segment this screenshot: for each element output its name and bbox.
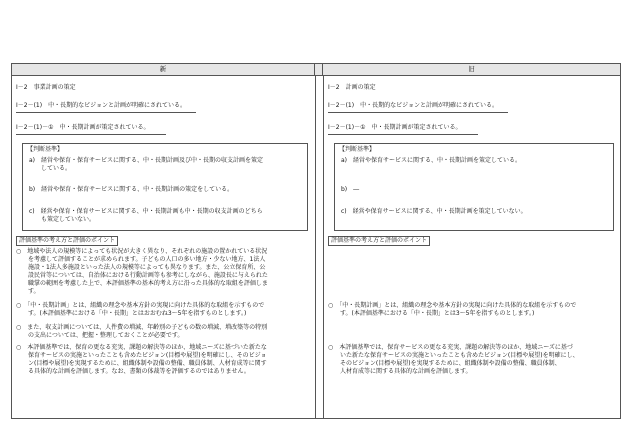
new-criteria-a2: している。 — [29, 165, 72, 172]
old-sub1-rule — [328, 112, 508, 113]
header-new: 新 — [12, 64, 315, 76]
new-p4-3: ン(目標や展望)を実現するために、組織体制や設備の整備、職員体制、人材育成等に関す — [16, 360, 267, 367]
old-sub2-rule — [328, 134, 478, 135]
column-divider-2 — [323, 76, 324, 418]
new-points-title: 評価基準の考え方と評価のポイント — [16, 236, 118, 246]
new-p1-5: 職掌の範囲を考慮した上で、本評価基準の基本的考え方に沿った具体的な取組を評価しま — [16, 280, 268, 287]
new-criteria-c1: c) 経営や保育・保育サービスに関する、中・長期計画も中・長期の収支計画のどちら — [29, 208, 263, 215]
old-p2-2: いた新たな保育サービスの実施といったことも含めたビジョン(目標や展望)を明確にし、 — [328, 352, 579, 359]
comparison-table — [11, 63, 621, 419]
old-criteria-box — [334, 143, 614, 231]
old-p1-1: ○ 「中・長期計画」とは、組織の理念や基本方針の実現に向けた具体的な取組を示すもので — [328, 302, 577, 309]
old-criteria-a: a) 経営や保育サービスに関する、中・長期計画を策定している。 — [341, 157, 522, 164]
new-p3-2: の支出については、把握・整理しておくことが必要です。 — [16, 332, 184, 339]
old-criteria-c: c) 経営や保育サービスに関する、中・長期計画を策定していない。 — [341, 208, 527, 215]
new-sub1: Ⅰ－2－(1) 中・長期的なビジョンと計画が明確にされている。 — [16, 102, 186, 109]
new-p1-1: ○ 地域や法人の規模等によっても状況が大きく異なり、それぞれの施設の置かれている状況 — [16, 248, 268, 255]
new-section-title: Ⅰ－2 事業計画の策定 — [16, 84, 76, 91]
new-p1-6: す。 — [16, 288, 40, 295]
new-p4-1: ○ 本評価基準では、保育の更なる充実、課題の解決等のほか、地域ニーズに基づいた新たな — [16, 344, 267, 351]
new-p4-4: る具体的な計画を評価します。なお、書類の体裁等を評価するのではありません。 — [16, 368, 250, 375]
new-criteria-box — [22, 143, 308, 231]
old-p2-1: ○ 本評価基準では、保育サービスの更なる充実、課題の解決等のほか、地域ニーズに基づ — [328, 344, 573, 351]
old-p2-3: そのビジョン(目標や展望)を実現するために、組織体制や設備の整備、職員体制、 — [328, 360, 561, 367]
new-p1-2: を考慮して評価することが求められます。子どもの人口の多い地方・少ない地方、1法人 — [16, 256, 266, 263]
old-criteria-b: b) ― — [341, 186, 360, 193]
new-p2-1: ○ 「中・長期計画」とは、組織の理念や基本方針の実現に向けた具体的な取組を示すもので — [16, 302, 265, 309]
old-sub1: Ⅰ－2－(1) 中・長期的なビジョンと計画が明確にされている。 — [328, 102, 498, 109]
old-points-title: 評価基準の考え方と評価のポイント — [328, 236, 430, 246]
old-sub2: Ⅰ－2－(1)－① 中・長期計画が策定されている。 — [328, 124, 462, 131]
old-p1-2: す。(本評価基準における「中・長期」とは3～5年を指すものとします。) — [328, 310, 535, 317]
new-p4-2: 保育サービスの実施といったことも含めたビジョン(目標や展望)を明確にし、そのビジョ — [16, 352, 267, 359]
new-criteria-title: 【判断基準】 — [27, 146, 64, 153]
header-old: 旧 — [323, 64, 620, 76]
new-criteria-c2: も策定していない。 — [29, 216, 96, 223]
old-section-title: Ⅰ－2 計画の策定 — [328, 84, 376, 91]
new-p3-1: ○ また、収支計画については、人件費の増減、年齢別の子どもの数の増減、増改築等の特別 — [16, 324, 268, 331]
new-sub2-rule — [16, 134, 166, 135]
header-spacer — [315, 64, 323, 76]
new-p1-3: 施設・1法人多施設といった法人の規模等によっても異なります。また、公立保育所、公 — [16, 264, 266, 271]
old-p2-4: 人材育成等に関する具体的な計画を評価します。 — [328, 368, 472, 375]
new-p1-4: 設民営等については、自治体における行動計画等も参考にしながら、施設長に与えられた — [16, 272, 268, 279]
new-sub1-rule — [16, 112, 196, 113]
new-p2-2: す。(本評価基準における「中・長期」とはおおむね3～5年を指すものとします。) — [16, 310, 247, 317]
old-criteria-title: 【判断基準】 — [339, 146, 376, 153]
column-divider — [315, 76, 316, 418]
new-criteria-a1: a) 経営や保育・保育サービスに関する、中・長期計画及び中・長期の収支計画を策定 — [29, 157, 264, 164]
new-criteria-b: b) 経営や保育・保育サービスに関する、中・長期計画の策定をしている。 — [29, 186, 234, 193]
new-sub2: Ⅰ－2－(1)－① 中・長期計画が策定されている。 — [16, 124, 150, 131]
